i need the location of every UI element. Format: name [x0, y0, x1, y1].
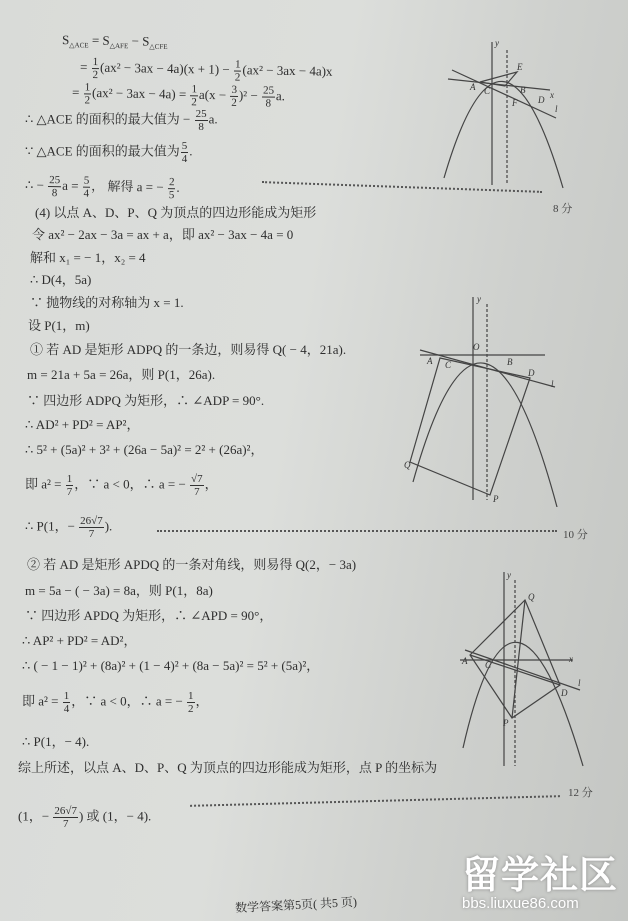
figure-point-label: l: [551, 379, 554, 389]
denominator: 7: [88, 528, 95, 540]
text-segment: ∴ P(1，− 4).: [22, 734, 90, 749]
figure-point-label: y: [495, 38, 499, 48]
text-segment: a =: [62, 177, 82, 194]
denominator: 8: [51, 187, 58, 200]
text-segment: (1，−: [18, 808, 53, 824]
text-segment: ，∵ a < 0，∴ a = −: [71, 693, 187, 709]
watermark-url: bbs.liuxue86.com: [462, 895, 579, 912]
numerator: 1: [92, 56, 99, 69]
text-segment: ， 解得 a = −: [91, 178, 168, 195]
denominator: 2: [92, 69, 99, 82]
text-line: [27, 367, 215, 383]
numerator: 1: [84, 81, 91, 94]
fraction: [53, 805, 78, 830]
subscript: △CFE: [149, 42, 168, 51]
denominator: 2: [191, 96, 197, 109]
denominator: 4: [181, 153, 188, 165]
numerator: 1: [234, 58, 241, 71]
fraction: [66, 473, 74, 498]
leader-dots: [190, 795, 560, 807]
text-line: [22, 690, 209, 715]
fraction: [83, 81, 91, 106]
figure-point-label: E: [517, 62, 523, 72]
figure-point-label: Q: [528, 592, 535, 602]
denominator: 4: [83, 187, 90, 200]
page-footer: 数学答案第5页( 共5 页): [234, 894, 358, 916]
numerator: 25: [49, 174, 61, 187]
fraction: [195, 108, 208, 133]
figure-point-label: C: [484, 86, 491, 96]
subscript: △ACE: [69, 41, 89, 50]
text-segment: ∵ △ACE 的面积的最大值为: [25, 143, 180, 159]
numerator: 26√7: [80, 515, 103, 527]
text-segment: ∵ 抛物线的对称轴为 x = 1.: [30, 295, 184, 310]
numerator: 25: [262, 84, 275, 97]
text-segment: ，: [195, 693, 209, 709]
score-8: 8 分: [553, 203, 573, 215]
denominator: 2: [234, 71, 241, 84]
denominator: 7: [194, 486, 200, 498]
numerator: 1: [66, 473, 73, 485]
text-segment: (4) 以点 A、D、P、Q 为顶点的四边形能成为矩形: [35, 205, 317, 220]
text-line: [22, 658, 319, 674]
text-line: [25, 417, 139, 433]
text-line: [30, 250, 146, 266]
text-line: [25, 583, 213, 599]
figure-point-label: D: [561, 688, 568, 698]
figure-point-label: F: [512, 98, 518, 108]
figure-point-label: O: [473, 342, 480, 352]
text-segment: S: [61, 32, 70, 48]
text-segment: − S: [128, 33, 150, 49]
figure-point-label: y: [477, 294, 481, 304]
text-line: [18, 805, 151, 830]
text-segment: )² −: [238, 87, 262, 103]
figure-point-label: l: [578, 678, 581, 688]
figure-point-label: B: [507, 357, 513, 367]
figure-point-label: y: [507, 570, 511, 580]
text-segment: ∴ AP² + PD² = AD²，: [22, 633, 137, 648]
text-segment: .: [189, 143, 193, 159]
text-segment: 设 P(1，m): [28, 318, 90, 333]
subscript: △AFE: [109, 41, 129, 51]
figure-point-label: Q: [404, 460, 411, 470]
text-line: [25, 442, 263, 458]
text-line: [32, 227, 293, 243]
text-segment: m = 5a − ( − 3a) = 8a，则 P(1，8a): [25, 583, 213, 598]
figure-1-parabola: [420, 20, 628, 210]
numerator: 2: [168, 176, 175, 189]
score-10: 10 分: [563, 529, 588, 541]
figure-2-rectangle-side: [395, 292, 560, 507]
text-segment: ) 或 (1，− 4).: [78, 808, 152, 824]
text-line: [25, 174, 180, 202]
text-line: [80, 56, 333, 85]
text-segment: 解和 x₁ = − 1，x₂ = 4: [30, 250, 146, 265]
text-segment: ，: [204, 476, 218, 492]
text-segment: ① 若 AD 是矩形 ADPQ 的一条边，则易得 Q( − 4，21a).: [30, 342, 347, 357]
denominator: 5: [168, 189, 175, 202]
fraction: [190, 83, 198, 108]
fraction: [187, 690, 195, 715]
numerator: 5: [181, 140, 188, 152]
numerator: 1: [191, 83, 198, 96]
text-segment: ∴ △ACE 的面积的最大值为 −: [25, 111, 194, 127]
denominator: 2: [84, 94, 91, 107]
text-segment: ② 若 AD 是矩形 APDQ 的一条对角线，则易得 Q(2，− 3a): [27, 557, 357, 572]
text-segment: ∵ 四边形 APDQ 为矩形，∴ ∠APD = 90°，: [25, 608, 273, 623]
text-line: [35, 205, 316, 221]
watermark-logo: [462, 855, 618, 912]
figure-point-label: l: [555, 104, 558, 114]
text-line: [62, 32, 168, 55]
figure-point-label: A: [427, 356, 433, 366]
numerator: 26√7: [54, 805, 77, 817]
figure-point-label: P: [503, 718, 509, 728]
text-segment: =: [71, 84, 83, 100]
fraction: [168, 176, 176, 201]
numerator: 1: [188, 690, 194, 702]
figure-point-label: C: [445, 360, 452, 370]
figure-point-label: D: [528, 368, 535, 378]
denominator: 2: [188, 703, 194, 715]
text-segment: = S: [88, 32, 110, 48]
text-line: [22, 734, 89, 750]
text-segment: ，∵ a < 0，∴ a = −: [74, 476, 190, 492]
denominator: 8: [265, 97, 272, 110]
text-segment: 即 a² =: [22, 693, 62, 709]
figure-3-rectangle-diagonal: [445, 568, 590, 768]
text-line: [30, 342, 346, 358]
figure-point-label: B: [520, 85, 526, 95]
fraction: [48, 174, 61, 199]
denominator: 7: [66, 486, 73, 498]
fraction: [83, 175, 91, 200]
numerator: √7: [191, 473, 203, 485]
text-line: [25, 108, 218, 133]
text-segment: ∴ D(4，5a): [30, 272, 92, 287]
text-line: [22, 633, 136, 649]
text-line: [25, 473, 218, 498]
text-segment: ).: [104, 518, 113, 534]
text-segment: a(x −: [198, 86, 230, 103]
fraction: [79, 515, 104, 540]
text-line: [28, 318, 90, 334]
fraction: [181, 140, 189, 165]
numerator: 5: [83, 174, 90, 187]
text-segment: ∴ 5² + (5a)² + 3² + (26a − 5a)² = 2² + (26a)²，: [25, 442, 264, 457]
text-segment: a.: [275, 88, 286, 104]
text-line: [30, 295, 184, 311]
text-line: [27, 557, 356, 573]
denominator: 7: [62, 818, 69, 830]
denominator: 8: [198, 121, 204, 133]
figure-point-label: P: [493, 494, 499, 504]
fraction: [234, 58, 242, 83]
numerator: 1: [63, 690, 70, 702]
text-segment: .: [176, 179, 180, 195]
figure-point-label: C: [485, 660, 492, 670]
figure-point-label: D: [538, 95, 545, 105]
text-segment: a.: [208, 111, 218, 127]
fraction: [91, 56, 99, 81]
figure-point-label: A: [462, 656, 468, 666]
text-segment: 即 a² =: [25, 476, 65, 492]
figure-point-label: x: [550, 90, 554, 100]
text-segment: (ax² − 3ax − 4a)(x + 1) −: [100, 59, 234, 77]
text-line: [25, 608, 272, 624]
text-segment: m = 21a + 5a = 26a，则 P(1，26a).: [27, 367, 216, 382]
watermark-title: 留学社区: [462, 853, 619, 897]
text-segment: 综上所述，以点 A、D、P、Q 为顶点的四边形能成为矩形，点 P 的坐标为: [18, 760, 438, 775]
fraction: [230, 84, 238, 109]
text-line: [30, 272, 91, 288]
text-line: [27, 393, 264, 409]
denominator: 4: [63, 703, 70, 715]
text-segment: ∴ P(1，−: [25, 518, 79, 534]
fraction: [63, 690, 71, 715]
text-segment: ∴ −: [24, 177, 48, 193]
text-segment: =: [79, 59, 91, 75]
text-segment: ∴ ( − 1 − 1)² + (8a)² + (1 − 4)² + (8a − 5a)² = 5² + (5a)²，: [22, 658, 320, 673]
fraction: [190, 473, 204, 498]
numerator: 25: [195, 108, 207, 120]
leader-dots: [157, 530, 557, 532]
text-segment: (ax² − 3ax − 4a)x: [242, 62, 333, 79]
text-line: [72, 81, 285, 110]
text-line: [18, 760, 437, 776]
text-segment: ∴ AD² + PD² = AP²，: [25, 417, 140, 432]
text-line: [25, 140, 193, 165]
figure-point-label: x: [569, 654, 573, 664]
fraction: [262, 84, 275, 109]
text-segment: ∵ 四边形 ADPQ 为矩形，∴ ∠ADP = 90°.: [27, 393, 265, 408]
numerator: 3: [231, 83, 238, 97]
figure-point-label: A: [470, 82, 476, 92]
text-line: [25, 515, 112, 540]
score-12: 12 分: [568, 787, 593, 799]
text-segment: (ax² − 3ax − 4a) =: [92, 84, 190, 102]
text-segment: 令 ax² − 2ax − 3a = ax + a，即 ax² − 3ax − 4a = 0: [32, 227, 294, 242]
denominator: 2: [231, 96, 237, 110]
